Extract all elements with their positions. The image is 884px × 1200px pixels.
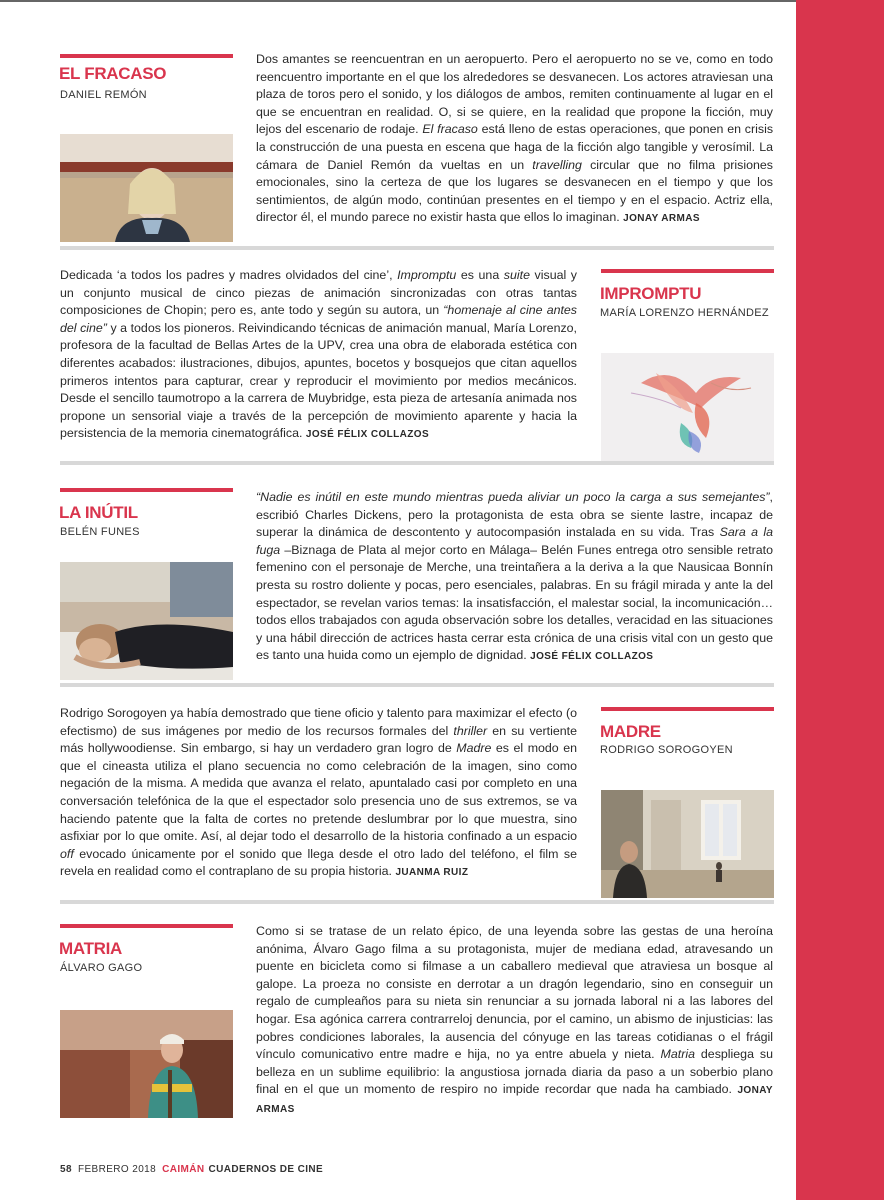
page-footer xyxy=(60,1164,323,1175)
review-title: IMPROMPTU xyxy=(600,284,702,303)
review-title: LA INÚTIL xyxy=(59,503,138,522)
review-body: Como si se tratase de un relato épico, de una leyenda sobre las gestas de una heroína anónima, Álvaro Gago filma a su protagonista, mujer de mediana edad, atravesando un puente en bicicleta como si filmase a un caballero medieval que atraviesa un bosque al galope. La proeza no consiste en derrotar a un dragón legendario, sino en conseguir un regalo de cumpleaños para su nieta sin renunciar a su jornada laboral ni a las labores del hogar. Esa agónica carrera contrarreloj denuncia, por el camino, un abismo de injusticias: las pobres condiciones laborales, la ausencia del cónyuge en las tareas cotidianas o el frágil vínculo comunicativo entre madre e hija, no ya entre abuela y nieta. Matria despliega su belleza en un sublime equilibrio: la angustiosa jornada diaria da paso a un soberbio plano final en el que un momento de respiro no impide recordar que nada ha cambiado. JONAY ARMAS xyxy=(256,924,773,1115)
review-body: Rodrigo Sorogoyen ya había demostrado que tiene oficio y talento para maximizar el efecto (o efectismo) de sus imágenes por medio de los recursos formales del thriller en su vertiente más hollywoodiense. Sin embargo, si hay un verdadero gran logro de Madre es el modo en que el cineasta utiliza el plano secuencia no como celebración de la imagen, sino como negación de la misma. A medida que avanza el relato, apuntalado casi por completo en una conversación telefónica de la que el espectador solo presencia uno de sus extremos, se va haciendo patente que la falta de cortes no pretende deslumbrar por lo que muestra, sino asfixiar por lo que omite. Así, al dejar todo el desarrollo de la historia confinado a un espacio off evocado únicamente por el sonido que llega desde el otro lado del teléfono, el film se revela en realidad como el contraplano de su propia historia. JUANMA RUIZ xyxy=(60,706,578,879)
review-title: MADRE xyxy=(600,722,661,741)
title-rule xyxy=(601,707,774,711)
title-rule xyxy=(601,269,774,273)
review-director: RODRIGO SOROGOYEN xyxy=(600,744,733,756)
section-divider xyxy=(60,683,774,687)
section-divider xyxy=(60,246,774,250)
still-la-inutil xyxy=(60,562,233,680)
magazine-name: CUADERNOS DE CINE xyxy=(208,1164,324,1175)
review-signature: JOSÉ FÉLIX COLLAZOS xyxy=(305,429,430,441)
review-signature: JOSÉ FÉLIX COLLAZOS xyxy=(530,651,654,663)
review-signature: JONAY ARMAS xyxy=(623,213,700,225)
review-director: BELÉN FUNES xyxy=(60,526,140,538)
still-impromptu xyxy=(601,353,774,461)
section-divider xyxy=(60,461,774,465)
page-number: 58 xyxy=(60,1164,72,1175)
review-title: EL FRACASO xyxy=(59,64,167,83)
title-rule xyxy=(60,488,233,492)
review-body: Dos amantes se reencuentran en un aeropuerto. Pero el aeropuerto no se ve, como en todo reencuentro importante en el que los alrededores se desvanecen. Los actores atraviesan una plaza de toros pero el sonido, y los diálogos de ambos, remiten continuamente al lugar en el que se encuentran en realidad. O, si se quiere, en la realidad que propone la ficción, muy lejos del escenario de rodaje. El fracaso está lleno de estas operaciones, que ponen en crisis la construcción de una puesta en escena que haga de la ficción algo tangible y verosímil. La cámara de Daniel Remón da vueltas en un travelling circular que no filma prisiones emocionales, sino la certeza de que los lugares se desvanecen en el tiempo y que los sentimientos, de algún modo, continúan presentes en el tiempo y en el espacio. Actriz ella, director él, el mundo parece no existir hasta que ellos lo imaginan. JONAY ARMAS xyxy=(256,52,774,225)
review-body: “Nadie es inútil en este mundo mientras pueda aliviar un poco la carga a sus semejantes”, escribió Charles Dickens, pero la protagonista de esta obra se siente lastre, incapaz de superar la dinámica de descontento y autocompasión instalada en su vida. Tras Sara a la fuga –Biznaga de Plata al mejor corto en Málaga– Belén Funes entrega otro sensible retrato femenino con el personaje de Merche, una treintañera a la deriva a la que Nausicaa Bonnín presta su rostro doliente y pocas, pero esenciales, palabras. En su frágil mirada y ante la del espectador, se revelan varios temas: la insatisfacción, el malestar social, la incomunicación… todos ellos trabajados con aguda observación sobre los detalles, veracidad en las situaciones y una hábil dirección de actrices hasta cerrar esta crónica de una crisis vital con un gesto que es tanto una huida como un ejemplo de dignidad. JOSÉ FÉLIX COLLAZOS xyxy=(256,490,773,663)
still-el-fracaso xyxy=(60,134,233,242)
section-divider xyxy=(60,900,774,904)
magazine-brand: CAIMÁN xyxy=(162,1164,205,1175)
issue-date: FEBRERO 2018 xyxy=(77,1164,157,1175)
still-madre xyxy=(601,790,774,898)
title-rule xyxy=(60,54,233,58)
review-signature: JUANMA RUIZ xyxy=(395,867,469,879)
title-rule xyxy=(60,924,233,928)
page-edge-bar xyxy=(796,0,884,1200)
review-body: Dedicada ‘a todos los padres y madres olvidados del cine’, Impromptu es una suite visual y un conjunto musical de cinco piezas de animación sincronizadas con otras tantas composiciones de Chopin; pero es, ante todo y según su autora, un “homenaje al cine antes del cine” y a todos los pioneros. Reivindicando técnicas de animación manual, María Lorenzo, profesora de la facultad de Bellas Artes de la UPV, crea una obra de elaborada estética con diferentes acabados: ilustraciones, dibujos, apuntes, bocetos y bosquejos que citan aquellos primeros intentos para capturar, crear y reproducir el movimiento por medios mecánicos. Desde el sencillo taumotropo a la carrera de Muybridge, esta pieza de artesanía animada nos propone un sensorial viaje a través de la percepción de movimiento aparente y hacia la persistencia de la memoria cinematográfica. JOSÉ FÉLIX COLLAZOS xyxy=(60,268,578,441)
review-title: MATRIA xyxy=(59,939,123,958)
review-director: DANIEL REMÓN xyxy=(60,89,147,101)
still-matria xyxy=(60,1010,233,1118)
review-director: MARÍA LORENZO HERNÁNDEZ xyxy=(600,307,769,319)
review-director: ÁLVARO GAGO xyxy=(60,962,143,974)
review-signature: JONAY ARMAS xyxy=(256,1085,773,1115)
top-rule xyxy=(0,0,796,2)
